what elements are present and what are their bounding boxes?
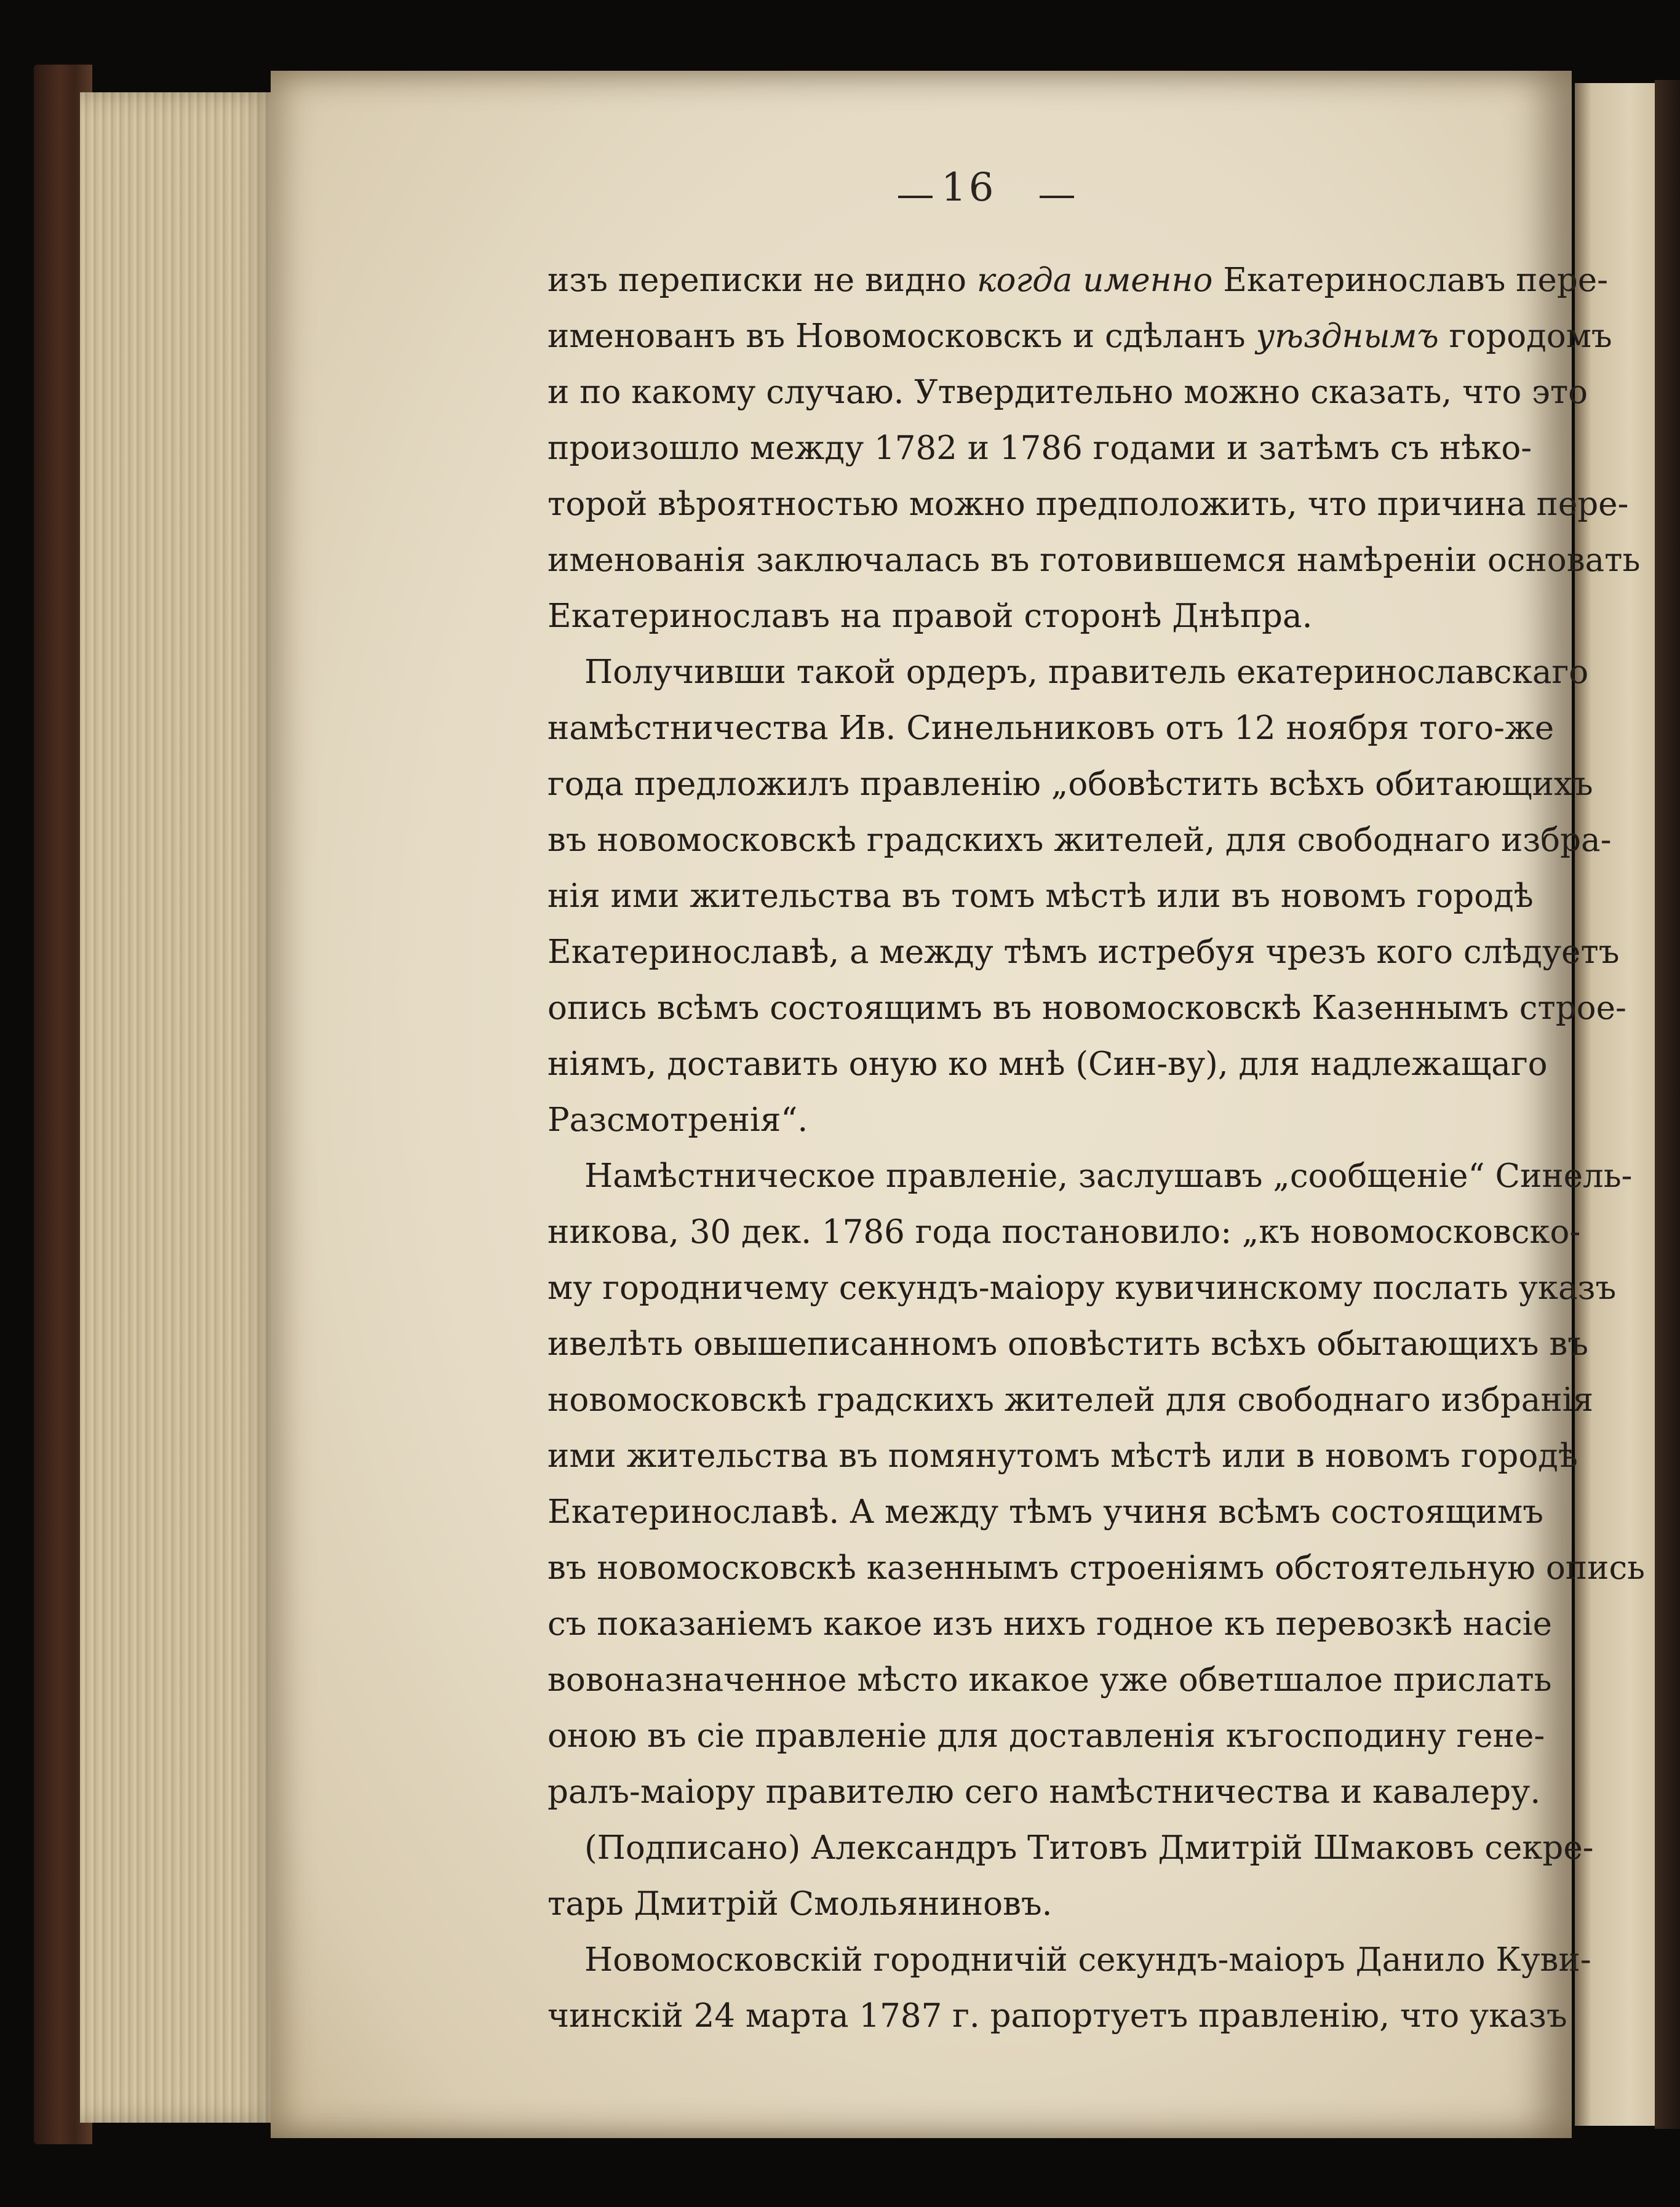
text-run: въ новомосковскѣ казеннымъ строеніямъ обстоятельную опись — [547, 1549, 1645, 1587]
text-run: торой вѣроятностью можно предположить, что причина пере- — [547, 485, 1629, 523]
text-run: оною въ сіе правленіе для доставленія къгосподину гене- — [547, 1717, 1545, 1755]
text-run: Разсмотренія“. — [547, 1101, 808, 1139]
text-line — [547, 1484, 1544, 1540]
text-run: (Подписано) Александръ Титовъ Дмитрій Шмаковъ секре- — [584, 1829, 1594, 1867]
text-line — [547, 1204, 1581, 1260]
text-run: чинскій 24 марта 1787 г. рапортуетъ правленію, что указъ — [547, 1997, 1567, 2035]
text-line — [547, 924, 1620, 980]
text-line — [547, 588, 1473, 644]
text-run: ніямъ, доставить оную ко мнѣ (Син-ву), для надлежащаго — [547, 1045, 1548, 1083]
text-line — [547, 364, 1588, 420]
text-line — [547, 1036, 1548, 1092]
text-line — [547, 1092, 1473, 1148]
text-run: ивелѣть овышеписанномъ оповѣстить всѣхъ обытающихъ въ — [547, 1325, 1588, 1363]
text-run: Новомосковскій городничій секундъ-маіоръ Данило Куви- — [584, 1941, 1591, 1979]
text-run: му городничему секундъ-маіору кувичинскому послать указъ — [547, 1269, 1617, 1307]
text-line — [547, 252, 1609, 308]
text-run: никова, 30 дек. 1786 года постановило: „къ новомосковско- — [547, 1213, 1581, 1251]
text-line — [547, 1988, 1567, 2044]
page-number: 16 — [941, 165, 997, 210]
text-line — [547, 1596, 1552, 1652]
page-edges-left — [80, 92, 283, 2123]
text-run: намѣстничества Ив. Синельниковъ отъ 12 ноября того-же — [547, 709, 1555, 747]
text-run: ими жительства въ помянутомъ мѣстѣ или в новомъ городѣ — [547, 1437, 1578, 1475]
text-run: изъ переписки не видно — [547, 261, 977, 299]
text-line — [547, 1932, 1591, 1988]
text-run: Екатеринославѣ, а между тѣмъ истребуя чрезъ кого слѣдуетъ — [547, 933, 1620, 971]
text-run: опись всѣмъ состоящимъ въ новомосковскѣ Казеннымъ строе- — [547, 989, 1626, 1027]
text-run: Екатеринославъ пере- — [1212, 261, 1609, 299]
text-line — [547, 756, 1593, 812]
text-run: новомосковскѣ градскихъ жителей для свободнаго избранія — [547, 1381, 1594, 1419]
text-run: Екатеринославѣ. А между тѣмъ учиня всѣмъ состоящимъ — [547, 1493, 1544, 1531]
text-run: произошло между 1782 и 1786 годами и затѣмъ съ нѣко- — [547, 429, 1532, 467]
text-run: нія ими жительства въ томъ мѣстѣ или въ новомъ городѣ — [547, 877, 1534, 915]
text-line — [547, 1652, 1552, 1708]
book-cover-right — [1655, 80, 1680, 2129]
text-run: именованія заключалась въ готовившемся намѣреніи основать — [547, 541, 1641, 579]
text-line — [547, 1876, 1473, 1932]
text-line — [547, 980, 1626, 1036]
text-line — [547, 1372, 1594, 1428]
italic-text: уѣзднымъ — [1256, 317, 1439, 355]
text-run: вовоназначенное мѣсто икакое уже обветшалое прислать — [547, 1661, 1552, 1699]
text-run: и по какому случаю. Утвердительно можно сказать, что это — [547, 373, 1588, 411]
text-line — [547, 1316, 1588, 1372]
text-line — [547, 476, 1629, 532]
text-run: года предложилъ правленію „обовѣстить всѣхъ обитающихъ — [547, 765, 1593, 803]
italic-text: когда именно — [976, 261, 1213, 299]
text-line — [547, 1148, 1633, 1204]
page-number-dash-right — [1040, 196, 1074, 198]
text-line — [547, 1820, 1594, 1876]
text-line — [547, 420, 1532, 476]
page-number-dash-left — [898, 196, 933, 198]
text-line — [547, 1764, 1541, 1820]
text-line — [547, 1708, 1545, 1764]
text-run: въ новомосковскѣ градскихъ жителей, для свободнаго избра- — [547, 821, 1612, 859]
text-line — [547, 1428, 1578, 1484]
text-run: городомъ — [1438, 317, 1612, 355]
text-run: именованъ въ Новомосковскъ и сдѣланъ — [547, 317, 1256, 355]
text-line — [547, 1260, 1617, 1316]
text-run: ралъ-маіору правителю сего намѣстничества и кавалеру. — [547, 1773, 1541, 1811]
next-page-edge — [1575, 83, 1667, 2126]
text-run: Екатеринославъ на правой сторонѣ Днѣпра. — [547, 597, 1313, 635]
text-line — [547, 308, 1612, 364]
text-run: Получивши такой ордеръ, правитель екатеринославскаго — [584, 653, 1589, 691]
text-line — [547, 644, 1589, 700]
text-run: Намѣстническое правленіе, заслушавъ „сообщеніе“ Синель- — [584, 1157, 1633, 1195]
text-run: съ показаніемъ какое изъ нихъ годное къ перевозкѣ насіе — [547, 1605, 1552, 1643]
text-run: тарь Дмитрій Смольяниновъ. — [547, 1885, 1053, 1923]
text-line — [547, 812, 1612, 868]
text-line — [547, 868, 1534, 924]
text-line — [547, 532, 1641, 588]
page-text — [547, 252, 1645, 2044]
text-line — [547, 1540, 1645, 1596]
text-line — [547, 700, 1555, 756]
